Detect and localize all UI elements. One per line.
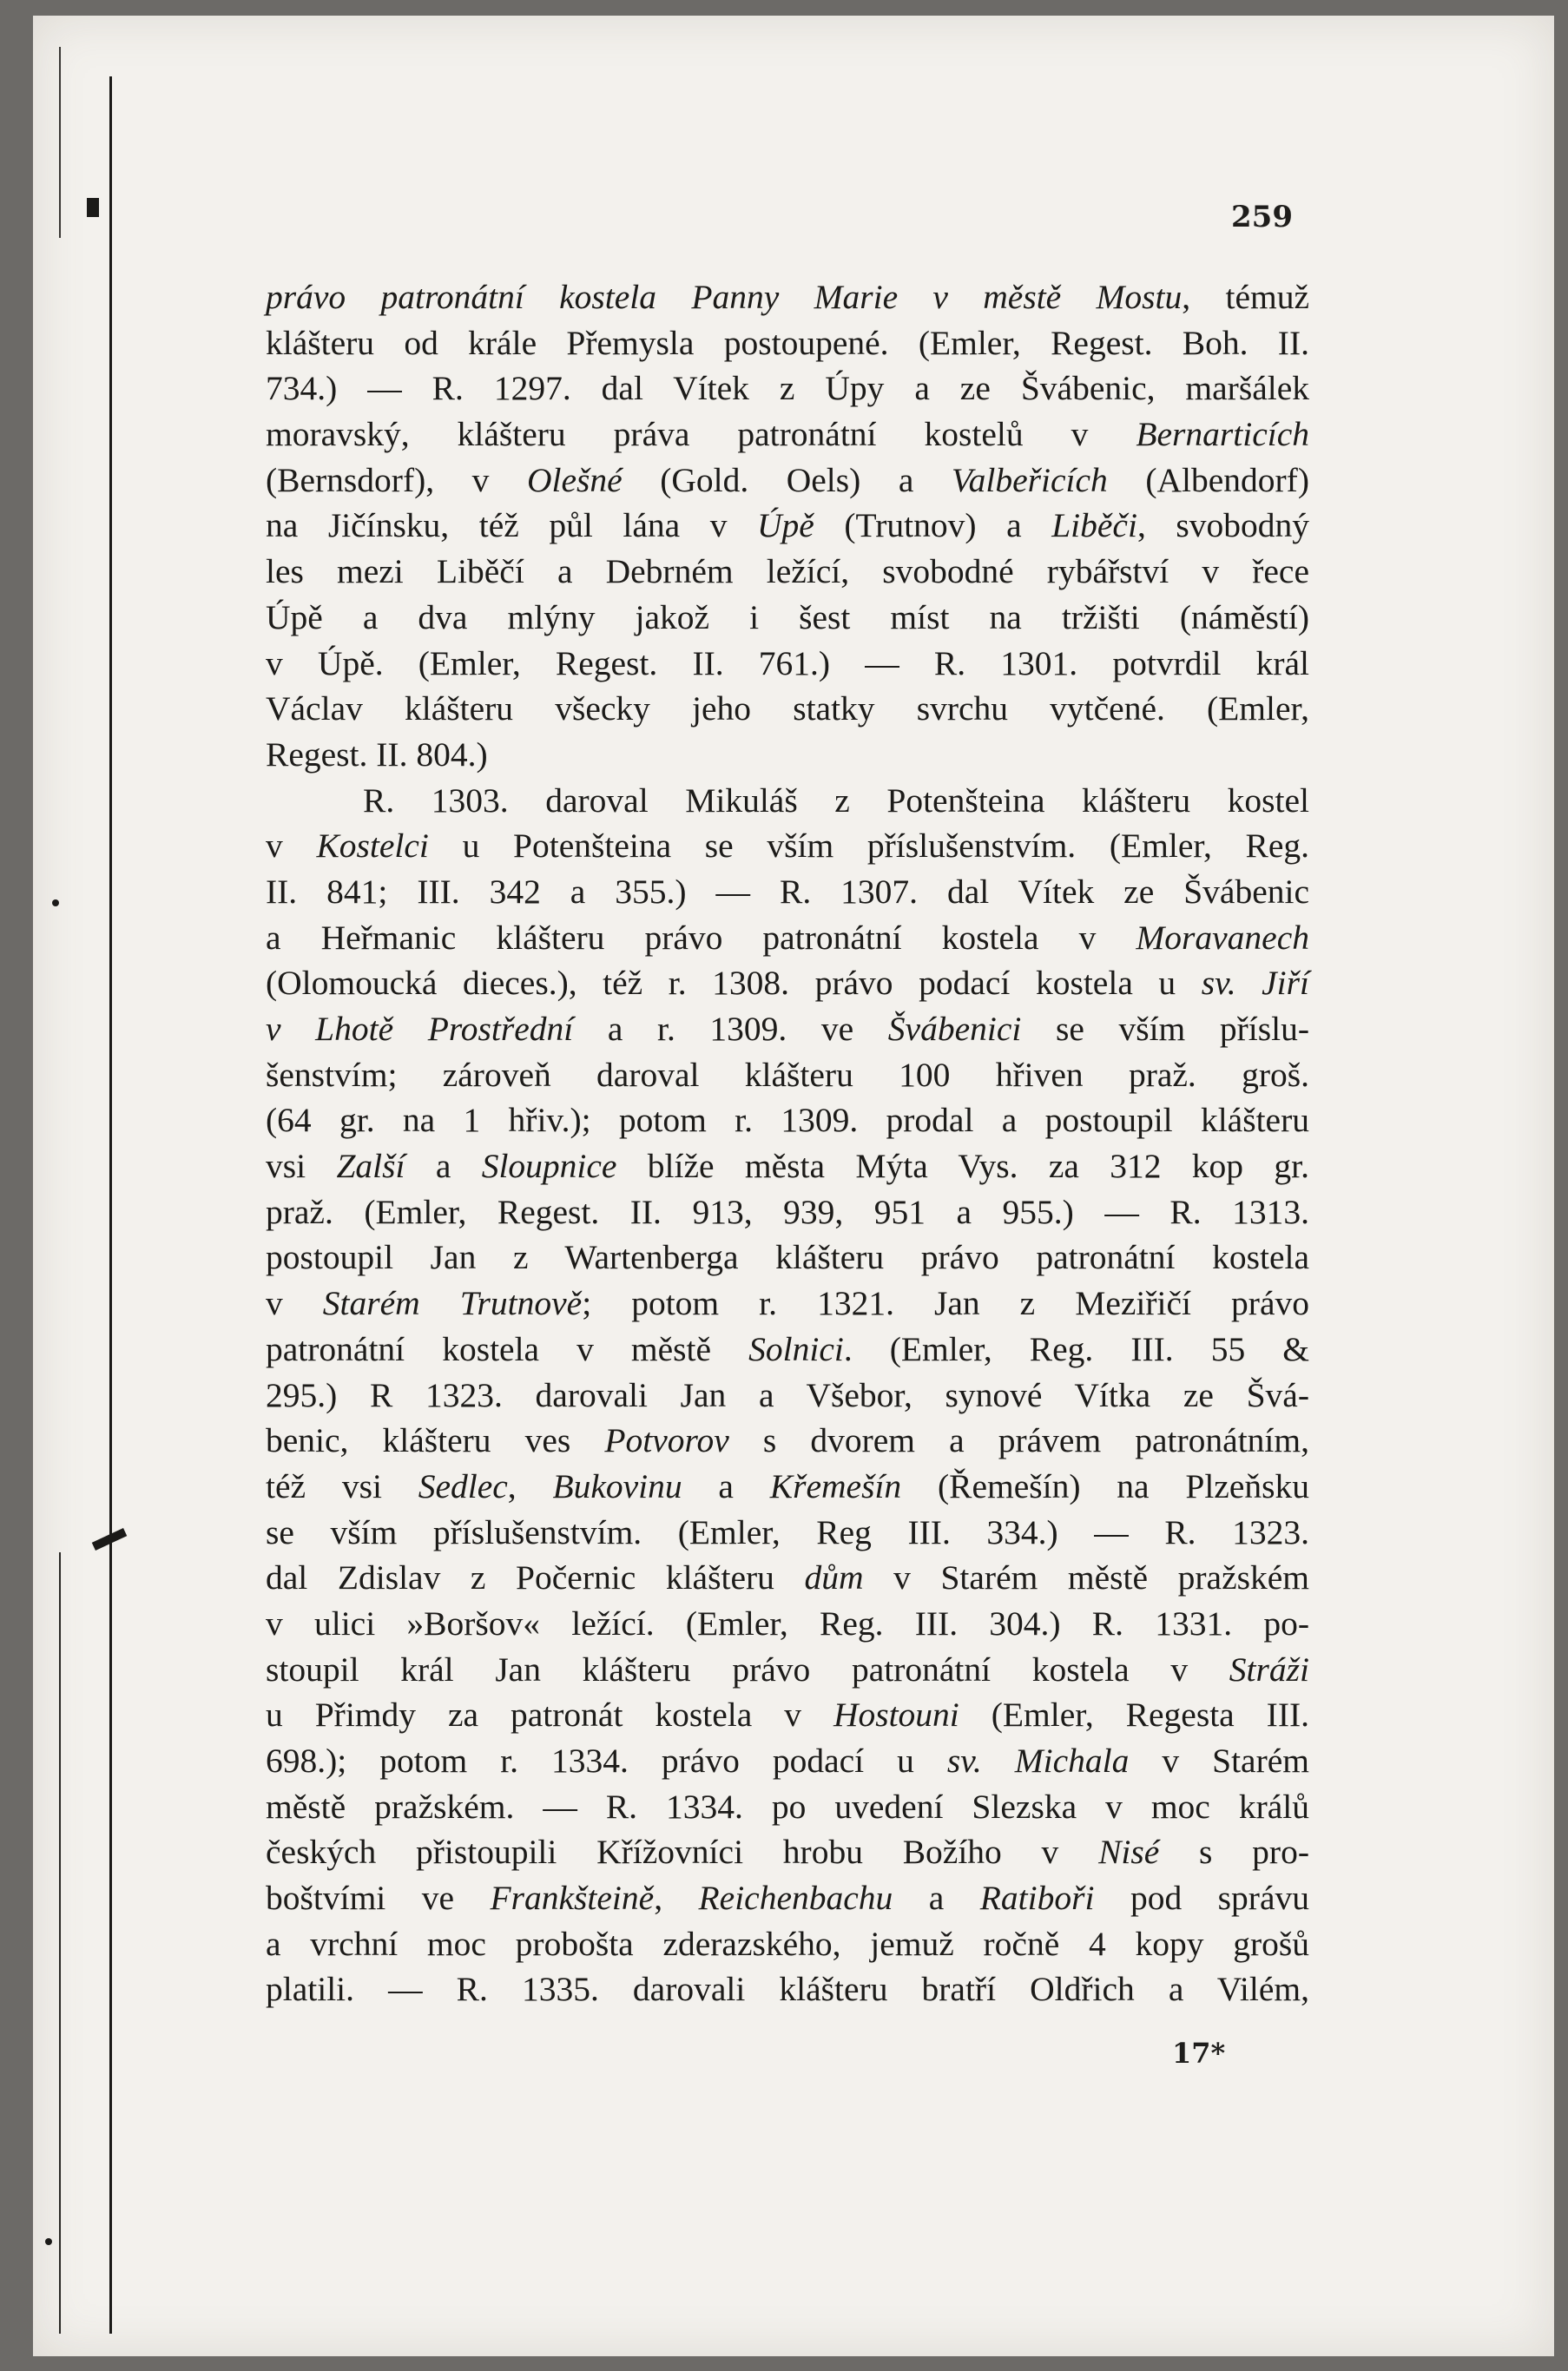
text-span: , svobodný xyxy=(1136,506,1309,545)
body-text xyxy=(266,274,1309,2012)
italic-text: Nisé xyxy=(1098,1833,1160,1872)
italic-text: Liběči xyxy=(1051,506,1137,545)
text-line xyxy=(266,458,1309,504)
text-span: II. 841; III. 342 a 355.) — R. 1307. dal Vítek ze Švábenic xyxy=(266,872,1309,911)
text-span: na Jičínsku, též půl lána v xyxy=(266,506,758,545)
italic-text: Kostelci xyxy=(316,827,429,866)
text-line xyxy=(266,1097,1309,1143)
text-span: R. 1303. daroval Mikuláš z Potenšteina klášteru kostel xyxy=(363,780,1309,820)
page-edge-line-top xyxy=(59,47,61,238)
italic-text: Valbeřicích xyxy=(951,460,1108,499)
text-line xyxy=(266,549,1309,595)
text-span: Regest. II. 804.) xyxy=(266,734,488,774)
text-line xyxy=(266,1235,1309,1281)
text-span: Úpě a dva mlýny jakož i šest míst na tržišti (náměstí) xyxy=(266,597,1309,636)
text-span: (Trutnov) a xyxy=(814,506,1052,545)
text-span: a xyxy=(893,1879,980,1918)
text-span: v Starém xyxy=(1129,1742,1310,1780)
text-line xyxy=(266,1647,1309,1693)
text-line xyxy=(266,869,1309,915)
text-span: 295.) R 1323. darovali Jan a Všebor, synové Vítka ze Švá- xyxy=(266,1375,1309,1414)
text-span: a xyxy=(682,1466,770,1505)
italic-text: sv. Michala xyxy=(946,1742,1130,1780)
text-span: a vrchní moc probošta zderazského, jemuž ročně 4 kopy grošů xyxy=(266,1924,1309,1963)
text-line xyxy=(266,1189,1309,1235)
ink-mark xyxy=(87,198,99,217)
text-span: též vsi xyxy=(266,1466,418,1505)
italic-text: Ratiboři xyxy=(979,1879,1095,1918)
text-line xyxy=(266,960,1309,1006)
text-span: v ulici »Boršov« ležící. (Emler, Reg. III. 304.) R. 1331. po- xyxy=(266,1604,1309,1643)
text-span: (64 gr. na 1 hřiv.); potom r. 1309. prodal a postoupil klášteru xyxy=(266,1101,1309,1140)
italic-text: Zalší xyxy=(336,1147,405,1186)
text-span: praž. (Emler, Regest. II. 913, 939, 951 a 955.) — R. 1313. xyxy=(266,1192,1309,1231)
text-span: s pro- xyxy=(1159,1833,1309,1872)
text-line xyxy=(266,823,1309,869)
text-span: v xyxy=(266,1284,323,1323)
text-span: benic, klášteru ves xyxy=(266,1421,605,1460)
ink-mark xyxy=(52,899,59,906)
italic-text: Solnici xyxy=(748,1329,844,1368)
italic-text: dům xyxy=(804,1558,864,1597)
text-span: u Přimdy za patronát kostela v xyxy=(266,1696,833,1735)
text-span: moravský, klášteru práva patronátní kostelů v xyxy=(266,415,1136,454)
italic-text: Křemešín xyxy=(769,1466,902,1505)
text-line xyxy=(266,1921,1309,1967)
italic-text: Reichenbachu xyxy=(698,1879,893,1918)
italic-text: Úpě xyxy=(757,506,814,545)
text-span: dal Zdislav z Počernic klášteru xyxy=(266,1558,805,1597)
text-line xyxy=(266,1006,1309,1052)
text-line xyxy=(266,274,1309,320)
text-span: , xyxy=(654,1879,699,1918)
text-span: Václav klášteru všecky jeho statky svrchu vytčené. (Emler, xyxy=(266,689,1309,728)
text-span: v Starém městě pražském xyxy=(863,1558,1309,1597)
text-line xyxy=(266,1052,1309,1098)
text-span: les mezi Liběčí a Debrném ležící, svobodné rybářství v řece xyxy=(266,552,1309,591)
text-line xyxy=(266,503,1309,549)
text-line xyxy=(266,1373,1309,1419)
text-span: s dvorem a právem patronátním, xyxy=(728,1421,1310,1460)
text-line xyxy=(266,1281,1309,1327)
text-line xyxy=(266,412,1309,458)
italic-text: Bernarticích xyxy=(1136,415,1309,454)
text-span: stoupil král Jan klášteru právo patronátní kostela v xyxy=(266,1650,1229,1689)
page-number: 259 xyxy=(1231,200,1293,234)
italic-text: Švábenici xyxy=(887,1010,1022,1048)
text-span: a r. 1309. ve xyxy=(573,1010,888,1048)
italic-text: sv. Jiří xyxy=(1201,964,1309,1003)
page-edge-line-bottom xyxy=(59,1552,61,2334)
text-span: vsi xyxy=(266,1147,337,1186)
printer-signature-mark: 17* xyxy=(1172,2037,1226,2070)
text-span: pod správu xyxy=(1094,1879,1309,1918)
text-span: ; potom r. 1321. Jan z Meziřičí právo xyxy=(582,1284,1309,1323)
italic-text: Moravanech xyxy=(1136,918,1309,957)
text-line xyxy=(266,1966,1309,2012)
text-line xyxy=(266,1829,1309,1875)
text-span: se vším příslu- xyxy=(1021,1010,1310,1048)
text-line xyxy=(266,1555,1309,1601)
text-span: u Potenšteina se vším příslušenstvím. (Emler, Reg. xyxy=(428,827,1309,866)
text-line xyxy=(266,915,1309,961)
ink-mark xyxy=(45,2238,52,2245)
text-line xyxy=(266,778,1309,824)
text-span: (Řemešín) na Plzeňsku xyxy=(901,1466,1309,1505)
text-line xyxy=(266,1875,1309,1921)
text-line xyxy=(266,732,1309,778)
text-span: 698.); potom r. 1334. právo podací u xyxy=(266,1742,947,1780)
text-span: (Albendorf) xyxy=(1107,460,1309,499)
text-line xyxy=(266,320,1309,366)
text-span: a xyxy=(405,1147,482,1186)
text-line xyxy=(266,1692,1309,1738)
italic-text: v Lhotě Prostřední xyxy=(266,1010,574,1048)
text-span: a Heřmanic klášteru právo patronátní kostela v xyxy=(266,918,1136,957)
text-line xyxy=(266,1601,1309,1647)
italic-text: Hostouni xyxy=(833,1696,959,1735)
text-span: 734.) — R. 1297. dal Vítek z Úpy a ze Švábenic, maršálek xyxy=(266,369,1309,408)
text-line xyxy=(266,366,1309,412)
text-line xyxy=(266,595,1309,641)
text-line xyxy=(266,686,1309,732)
text-span: boštvími ve xyxy=(266,1879,491,1918)
italic-text: Sedlec xyxy=(418,1466,508,1505)
text-span: . (Emler, Reg. III. 55 & xyxy=(843,1329,1309,1368)
text-span: (Gold. Oels) a xyxy=(622,460,952,499)
italic-text: Potvorov xyxy=(604,1421,729,1460)
text-span: platili. — R. 1335. darovali klášteru bratří Oldřich a Vilém, xyxy=(266,1970,1309,2009)
text-line xyxy=(266,1464,1309,1510)
text-span: patronátní kostela v městě xyxy=(266,1329,749,1368)
italic-text: Sloupnice xyxy=(481,1147,617,1186)
italic-text: Olešné xyxy=(526,460,623,499)
italic-text: Bukovinu xyxy=(552,1466,682,1505)
text-span: šenstvím; zároveň daroval klášteru 100 hřiven praž. groš. xyxy=(266,1055,1309,1094)
text-span: (Olomoucká dieces.), též r. 1308. právo podací kostela u xyxy=(266,964,1202,1003)
text-span: v Úpě. (Emler, Regest. II. 761.) — R. 1301. potvrdil král xyxy=(266,643,1309,682)
text-line xyxy=(266,1510,1309,1556)
text-span: , témuž xyxy=(1182,278,1310,316)
text-span: (Bernsdorf), v xyxy=(266,460,527,499)
text-line xyxy=(266,1418,1309,1464)
italic-text: Stráži xyxy=(1229,1650,1309,1689)
text-line xyxy=(266,1738,1309,1784)
italic-text: Starém Trutnově xyxy=(322,1284,583,1323)
text-span: českých přistoupili Křížovníci hrobu Božího v xyxy=(266,1833,1099,1872)
italic-text: právo patronátní kostela Panny Marie v městě Mostu xyxy=(266,278,1183,316)
text-span: se vším příslušenstvím. (Emler, Reg III. 334.) — R. 1323. xyxy=(266,1512,1309,1551)
text-line xyxy=(266,1327,1309,1373)
book-page xyxy=(33,16,1554,2356)
text-span: , xyxy=(507,1466,553,1505)
text-span: (Emler, Regesta III. xyxy=(959,1696,1310,1735)
binding-edge-line xyxy=(109,76,112,2334)
text-line xyxy=(266,1784,1309,1830)
italic-text: Frankšteině xyxy=(490,1879,655,1918)
text-span: postoupil Jan z Wartenberga klášteru právo patronátní kostela xyxy=(266,1238,1309,1277)
text-span: v xyxy=(266,827,317,866)
text-span: blíže města Mýta Vys. za 312 kop gr. xyxy=(616,1147,1309,1186)
text-span: klášteru od krále Přemysla postoupené. (Emler, Regest. Boh. II. xyxy=(266,323,1309,362)
text-span: městě pražském. — R. 1334. po uvedení Slezska v moc králů xyxy=(266,1787,1309,1826)
text-line xyxy=(266,1143,1309,1189)
text-line xyxy=(266,641,1309,687)
